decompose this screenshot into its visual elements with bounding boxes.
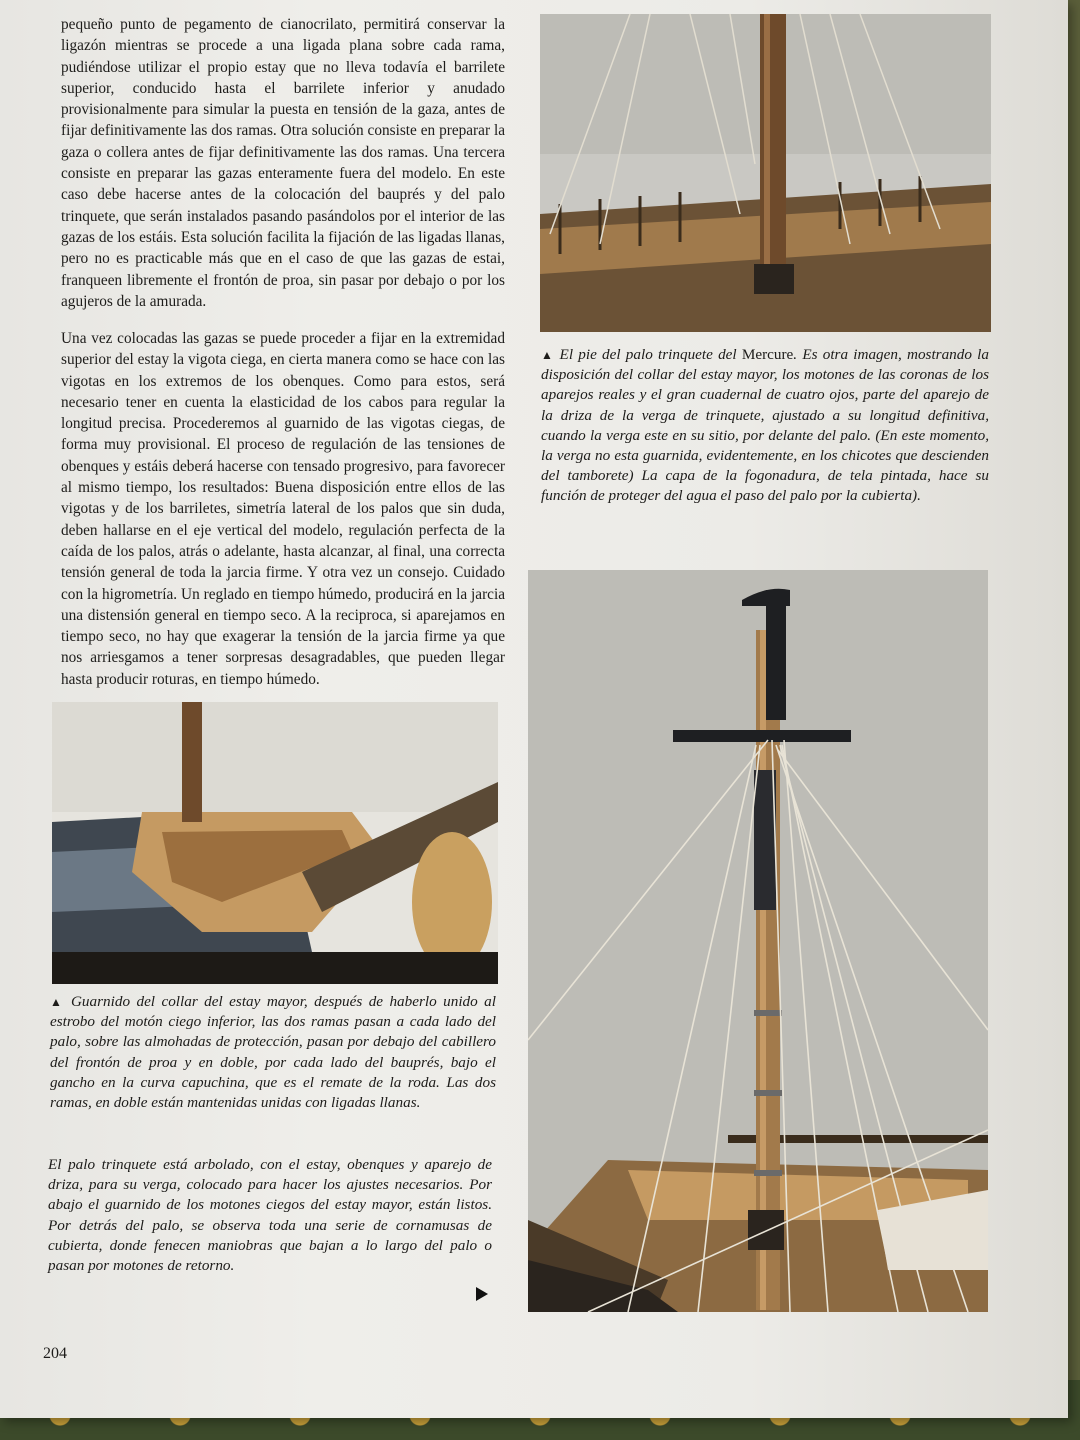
- arrow-right-icon: [476, 1287, 488, 1301]
- caption-stay-collar: [50, 992, 496, 1113]
- page-number: 204: [43, 1345, 67, 1362]
- photo-foremast-rigged: [528, 570, 988, 1312]
- caption-lead: El pie del palo trinquete del: [559, 346, 742, 363]
- body-paragraph-1: pequeño punto de pegamento de cianocrilato, permitirá conservar la ligazón mientras se procede a una ligada plana sobre cada rama, pudiéndose utilizar el propio estay que no lleva todavía el barrilete superior, conducido hasta el barrilete inferior y anudado provisionalmente para simular la puesta en tensión de la gaza, antes de fijar definitivamente las dos ramas. Otra solución consiste en preparar la gaza o collera antes de fijar definitivamente las dos ramas. Una tercera consiste en preparar las gazas enteramente fuera del modelo. En este caso debe hacerse antes de la colocación del bauprés y del palo trinquete, que serán instalados pasando pasándolos por el interior de las gazas de los estáis. Esta solución facilita la fijación de las ligadas llanas, pero no es practicable más que en el caso de que las gazas de estai, franqueen libremente el frontón de proa, sin pasar por debajo o por los agujeros de la amurada.: [61, 16, 505, 310]
- caption-marker-up: ▲: [541, 348, 555, 362]
- caption-rest: . Es otra imagen, mostrando la disposición del collar del estay mayor, los motones de las coronas de los aparejos reales y el gran cuadernal de cuatro ojos, parte del aparejo de la driza de la verga de trinquete, ajustado a su longitud definitiva, cuando la verga este en su sitio, por delante del palo. (En este momento, la verga no esta guarnida, evidentemente, en los chicotes que descienden del tamborete) La capa de la fogonadura, de tela pintada, hace su función de proteger del agua el paso del palo por la cubierta).: [541, 346, 989, 505]
- caption-stay-collar-text: Guarnido del collar del estay mayor, después de haberlo unido al estrobo del motón ciego inferior, las dos ramas pasan a cada lado del palo, sobre las almohadas de protección, pasan por debajo del cabillero del frontón de proa y en doble, por cada lado del bauprés, bajo el gancho en la curva capuchina, que es el remate de la roda. Las dos ramas, en doble están mantenidas unidas con ligadas llanas.: [50, 993, 496, 1112]
- caption-marker-up-2: ▲: [50, 995, 65, 1009]
- photo-foremast-foot: [540, 14, 991, 332]
- ship-name: Mercure: [741, 346, 794, 363]
- body-paragraph-2: Una vez colocadas las gazas se puede proceder a fijar en la extremidad superior del estay la vigota ciega, en cierta manera como se hace con las vigotas en los extremos de los obenques. Como para estos, será necesario tener en cuenta la elasticidad de los cabos para regular la longitud precisa. Procederemos al guarnido de las vigotas ciegas, de forma muy provisional. El proceso de regulación de las tensiones de obenques y estáis deberá hacerse con tensado progresivo, para favorecer al mismo tiempo, los resultados: Buena disposición entre ellos de las vigotas y de los barriletes, simetría lateral de los palos que sin duda, deben hallarse en el eje vertical del modelo, regulación perfecta de la caída de los palos, atrás o adelante, hasta alcanzar, al final, una correcta tensión general de toda la jarcia firme. Y otra vez un consejo. Cuidado con la higrometría. Un reglado en tiempo húmedo, producirá en la jarcia una distensión general en tiempo seco. A la reciproca, si aparejamos en tiempo seco, no hay que exagerar la tensión de la jarcia firme ya que nos arriesgamos a tener sorpresas desagradables, que pueden llegar hasta producir roturas, en tiempo húmedo.: [61, 330, 505, 688]
- caption-foremast-foot: [541, 345, 989, 507]
- photo-bow-stay-collar: [52, 702, 498, 984]
- caption-foremast-rigged: El palo trinquete está arbolado, con el estay, obenques y aparejo de driza, para su verga, colocado para hacer los ajustes necesarios. Por abajo el guarnido de los motones ciegos del estay mayor, están listos. Por detrás del palo, se observa toda una serie de cornamusas de cubierta, donde fenecen maniobras que bajan a lo largo del palo o pasan por motones de retorno.: [48, 1156, 492, 1275]
